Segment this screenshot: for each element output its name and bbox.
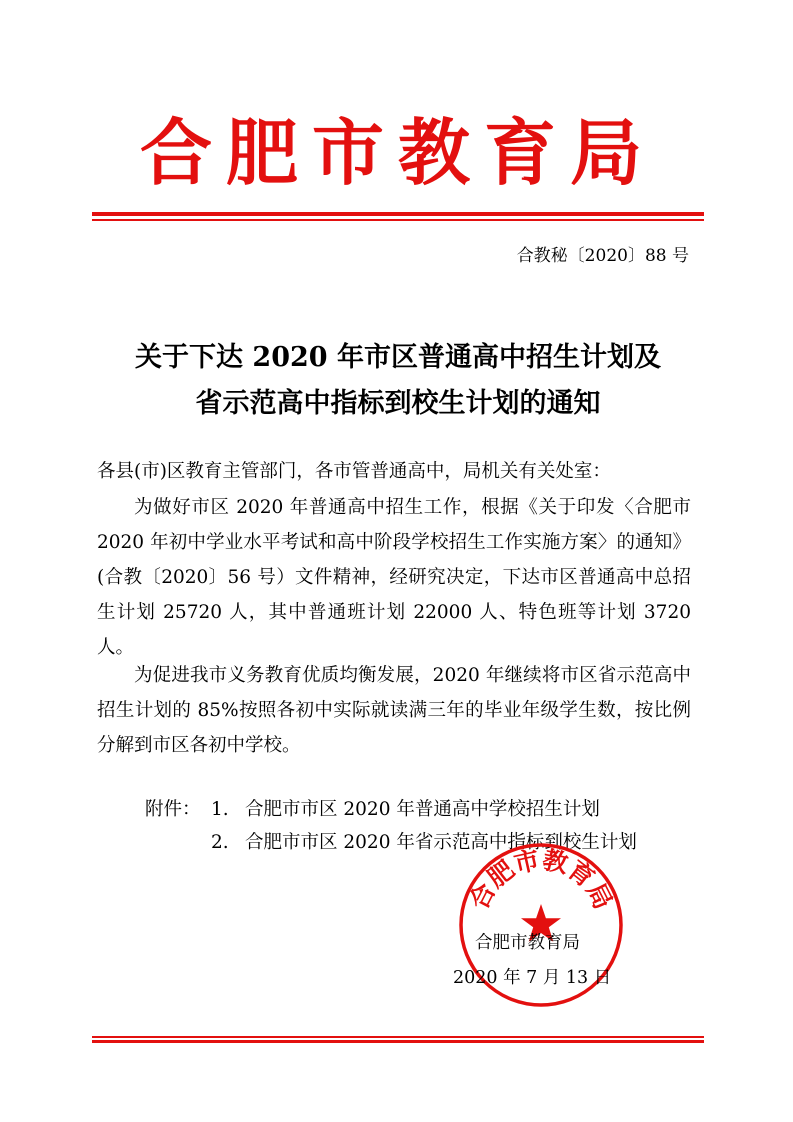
attachment-number: 2.	[211, 832, 229, 853]
document-title	[92, 335, 704, 427]
title-line-2: 省示范高中指标到校生计划的通知	[195, 388, 601, 419]
footer-rule-thin	[92, 1036, 704, 1038]
signature-org: 合肥市教育局	[475, 933, 580, 953]
attachment-text: 合肥市市区 2020 年省示范高中指标到校生计划	[245, 832, 637, 853]
salutation: 各县(市)区教育主管部门，各市管普通高中，局机关有关处室：	[97, 461, 611, 482]
svg-text:合肥市教育局	[464, 845, 618, 914]
body-paragraph-2: 为促进我市义务教育优质均衡发展，2020 年继续将市区省示范高中招生计划的 85%按照各初中实际就读满三年的毕业年级学生数，按比例分解到市区各初中学校。	[97, 665, 691, 756]
header-rule-thin	[92, 219, 704, 221]
footer-rule-thick	[92, 1040, 704, 1043]
document-number: 合教秘〔2020〕88 号	[516, 246, 689, 266]
attachment-text: 合肥市市区 2020 年普通高中学校招生计划	[245, 799, 600, 820]
attachment-number: 1.	[211, 799, 229, 820]
signature-date: 2020 年 7 月 13 日	[453, 968, 612, 988]
attachment-item-1	[145, 795, 600, 825]
header-rule-thick	[92, 212, 704, 216]
attachment-label: 附件：	[145, 799, 201, 820]
masthead-title: 合肥市教育局	[139, 111, 656, 195]
body-paragraph-1: 为做好市区 2020 年普通高中招生工作，根据《关于印发〈合肥市 2020 年初中学业水平考试和高中阶段学校招生工作实施方案〉的通知》(合教〔2020〕56 号）文件精神，经研究决定，下达市区普通高中总招生计划 25720 人，其中普通班计划 22000 人、特色班等计划 3720 人。	[97, 497, 691, 658]
seal-text: 合肥市教育局	[464, 844, 618, 914]
title-line-1: 关于下达 2020 年市区普通高中招生计划及	[135, 342, 661, 373]
